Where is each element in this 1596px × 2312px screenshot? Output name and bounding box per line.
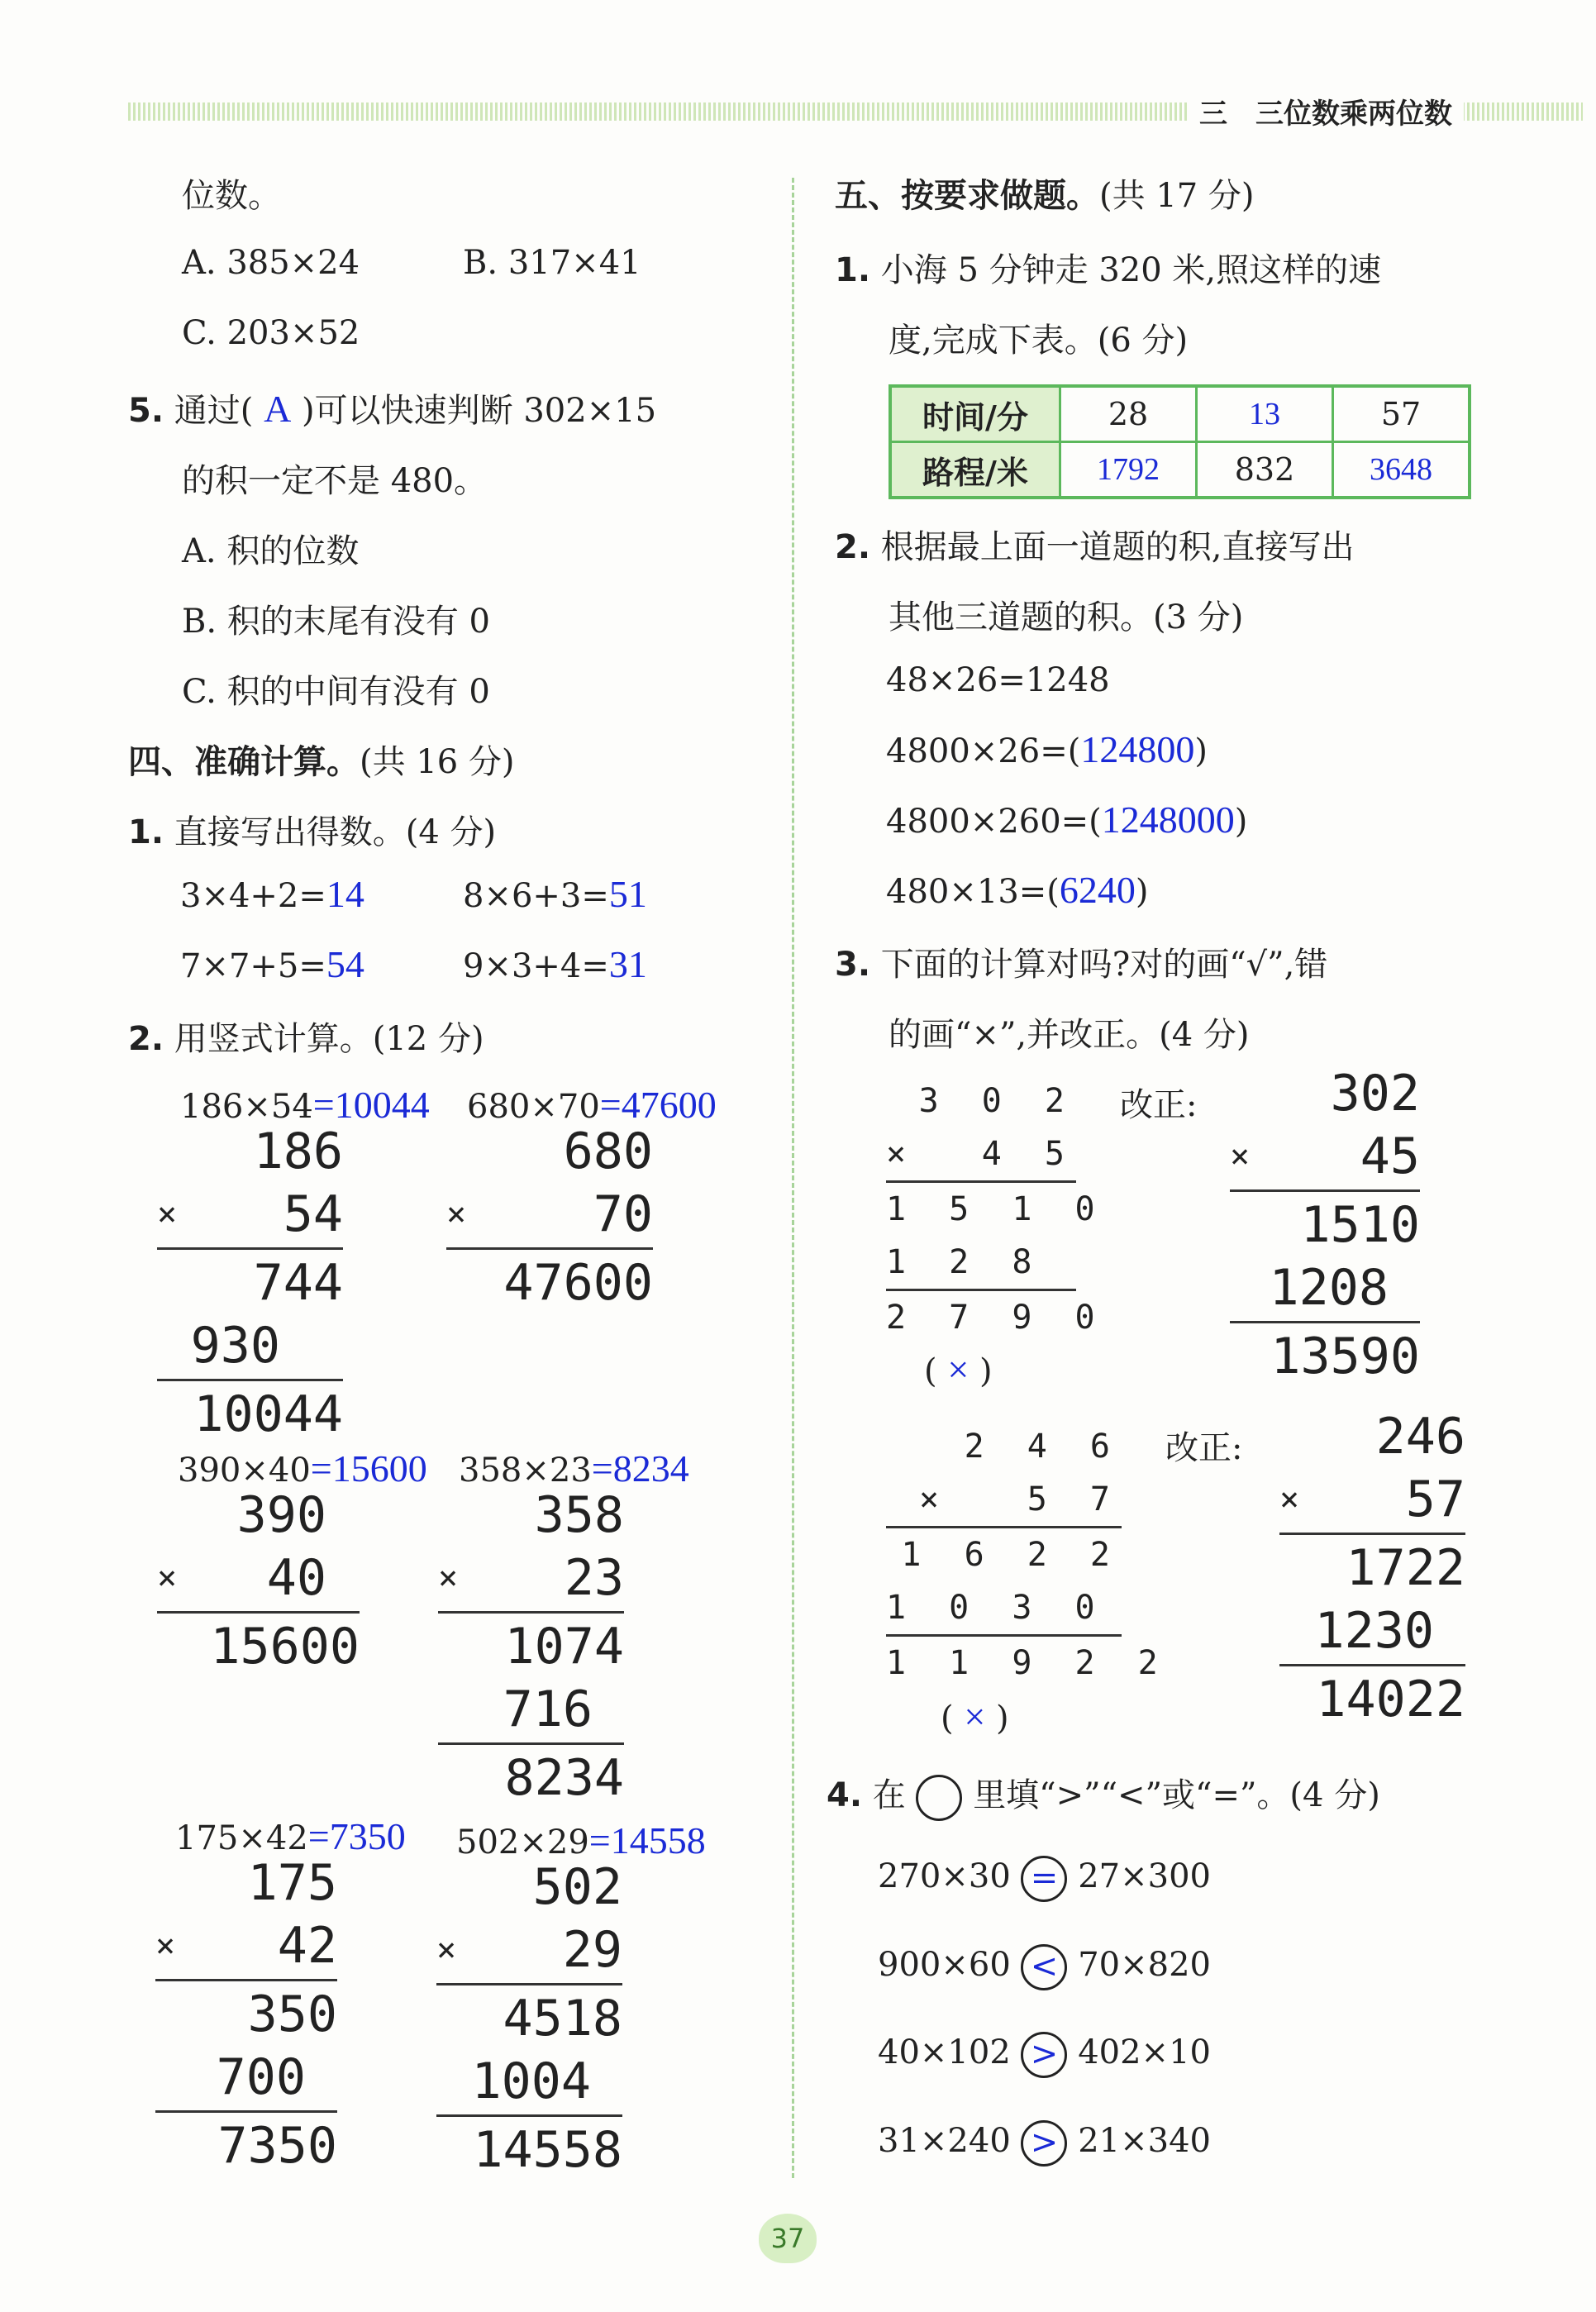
mental-1: 3×4+2=14 bbox=[180, 873, 364, 915]
r-q2-text2: 其他三道题的积。(3 分) bbox=[889, 598, 1244, 636]
speed-table: 时间/分 28 13 57 路程/米 1792 832 3648 bbox=[889, 384, 1471, 499]
corrected-calc-2: 246 × 57 1722 1230 14022 bbox=[1279, 1408, 1465, 1728]
q4-option-c: C. 203×52 bbox=[182, 314, 360, 352]
q5-option-a: A. 积的位数 bbox=[182, 532, 360, 570]
r-q3-text2: 的画“×”,并改正。(4 分) bbox=[889, 1016, 1250, 1054]
r-q2-line3: 4800×260=(1248000) bbox=[886, 798, 1248, 841]
v6-expr: 502×29=14558 bbox=[456, 1819, 706, 1862]
r-q1: 1. 小海 5 分钟走 320 米,照这样的速 bbox=[835, 251, 1382, 289]
v3-expr: 390×40=15600 bbox=[178, 1447, 427, 1490]
fix-label-1: 改正: bbox=[1120, 1086, 1198, 1124]
section5-points: (共 17 分) bbox=[1099, 177, 1255, 215]
v2-work: 680 × 70 47600 bbox=[446, 1123, 653, 1312]
r-q3: 3. 下面的计算对吗?对的画“√”,错 bbox=[835, 946, 1328, 984]
section5-title: 五、按要求做题。 bbox=[835, 177, 1099, 215]
v1-work: 186 × 54 744 930 10044 bbox=[157, 1123, 343, 1443]
q4-option-b: B. 317×41 bbox=[463, 244, 641, 282]
mental-2: 8×6+3=51 bbox=[463, 873, 647, 915]
v5-expr: 175×42=7350 bbox=[175, 1815, 406, 1857]
compare-3: 40×102 > 402×10 bbox=[878, 2032, 1211, 2078]
compare-4: 31×240 > 21×340 bbox=[878, 2120, 1211, 2167]
q5-text2: )可以快速判断 302×15 bbox=[302, 392, 657, 430]
fix-label-2: 改正: bbox=[1165, 1429, 1243, 1467]
section4-heading bbox=[128, 736, 515, 783]
compare-2: 900×60 < 70×820 bbox=[878, 1944, 1211, 1990]
table-header-distance: 路程/米 bbox=[890, 442, 1060, 498]
mental-3: 7×7+5=54 bbox=[180, 943, 364, 985]
r-q4: 4. 在 里填“>”“<”或“=”。(4 分) bbox=[827, 1769, 1380, 1821]
column-divider bbox=[792, 178, 794, 2178]
section4-title: 四、准确计算。 bbox=[128, 743, 360, 781]
v2-expr: 680×70=47600 bbox=[467, 1084, 717, 1126]
q5-option-b: B. 积的末尾有没有 0 bbox=[182, 603, 490, 641]
q4-option-a: A. 385×24 bbox=[182, 244, 360, 282]
r-q1-text2: 度,完成下表。(6 分) bbox=[889, 322, 1189, 360]
v3-work: 390 × 40 15600 bbox=[157, 1486, 360, 1676]
r-q2: 2. 根据最上面一道题的积,直接写出 bbox=[835, 528, 1355, 566]
wrong-mark-2: ( × ) bbox=[941, 1695, 1009, 1738]
blank-circle-icon bbox=[916, 1775, 962, 1821]
v1-expr: 186×54=10044 bbox=[180, 1084, 430, 1126]
v4-expr: 358×23=8234 bbox=[459, 1447, 689, 1490]
wrong-mark-1: ( × ) bbox=[924, 1348, 993, 1390]
chapter-title: 三 三位数乘两位数 bbox=[1188, 91, 1464, 131]
s4q2 bbox=[128, 1013, 484, 1060]
wrong-calc-1: 3 0 2 × 4 5 1 5 1 0 1 2 8 2 7 9 0 bbox=[886, 1082, 1107, 1337]
r-q2-line4: 480×13=(6240) bbox=[886, 869, 1149, 911]
compare-1: 270×30 = 27×300 bbox=[878, 1856, 1211, 1902]
r-q2-line1: 48×26=1248 bbox=[886, 661, 1110, 699]
section5-heading bbox=[835, 169, 1255, 217]
r-q2-line2: 4800×26=(124800) bbox=[886, 728, 1208, 770]
corrected-calc-1: 302 × 45 1510 1208 13590 bbox=[1230, 1065, 1420, 1385]
s4q1-number: 1. bbox=[128, 813, 164, 851]
s4q1 bbox=[128, 806, 496, 853]
s4q2-number: 2. bbox=[128, 1020, 164, 1058]
wrong-calc-2: 2 4 6 × 5 7 1 6 2 2 1 0 3 0 1 1 9 2 2 bbox=[886, 1428, 1170, 1682]
q5-option-c: C. 积的中间有没有 0 bbox=[182, 673, 490, 711]
s4q2-text: 用竖式计算。(12 分) bbox=[174, 1020, 484, 1058]
q5 bbox=[128, 384, 656, 431]
q5-answer: A bbox=[264, 388, 292, 430]
v5-work: 175 × 42 350 700 7350 bbox=[155, 1854, 337, 2175]
section4-points: (共 16 分) bbox=[360, 743, 515, 781]
v4-work: 358 × 23 1074 716 8234 bbox=[438, 1486, 624, 1807]
mental-4: 9×3+4=31 bbox=[463, 943, 647, 985]
v6-work: 502 × 29 4518 1004 14558 bbox=[436, 1858, 622, 2179]
q5-number: 5. bbox=[128, 392, 164, 430]
q5-text3: 的积一定不是 480。 bbox=[182, 462, 488, 500]
table-header-time: 时间/分 bbox=[890, 386, 1060, 442]
q4-tail: 位数。 bbox=[182, 177, 281, 215]
q5-text1: 通过( bbox=[174, 392, 254, 430]
page-number: 37 bbox=[759, 2214, 817, 2263]
s4q1-text: 直接写出得数。(4 分) bbox=[174, 813, 497, 851]
